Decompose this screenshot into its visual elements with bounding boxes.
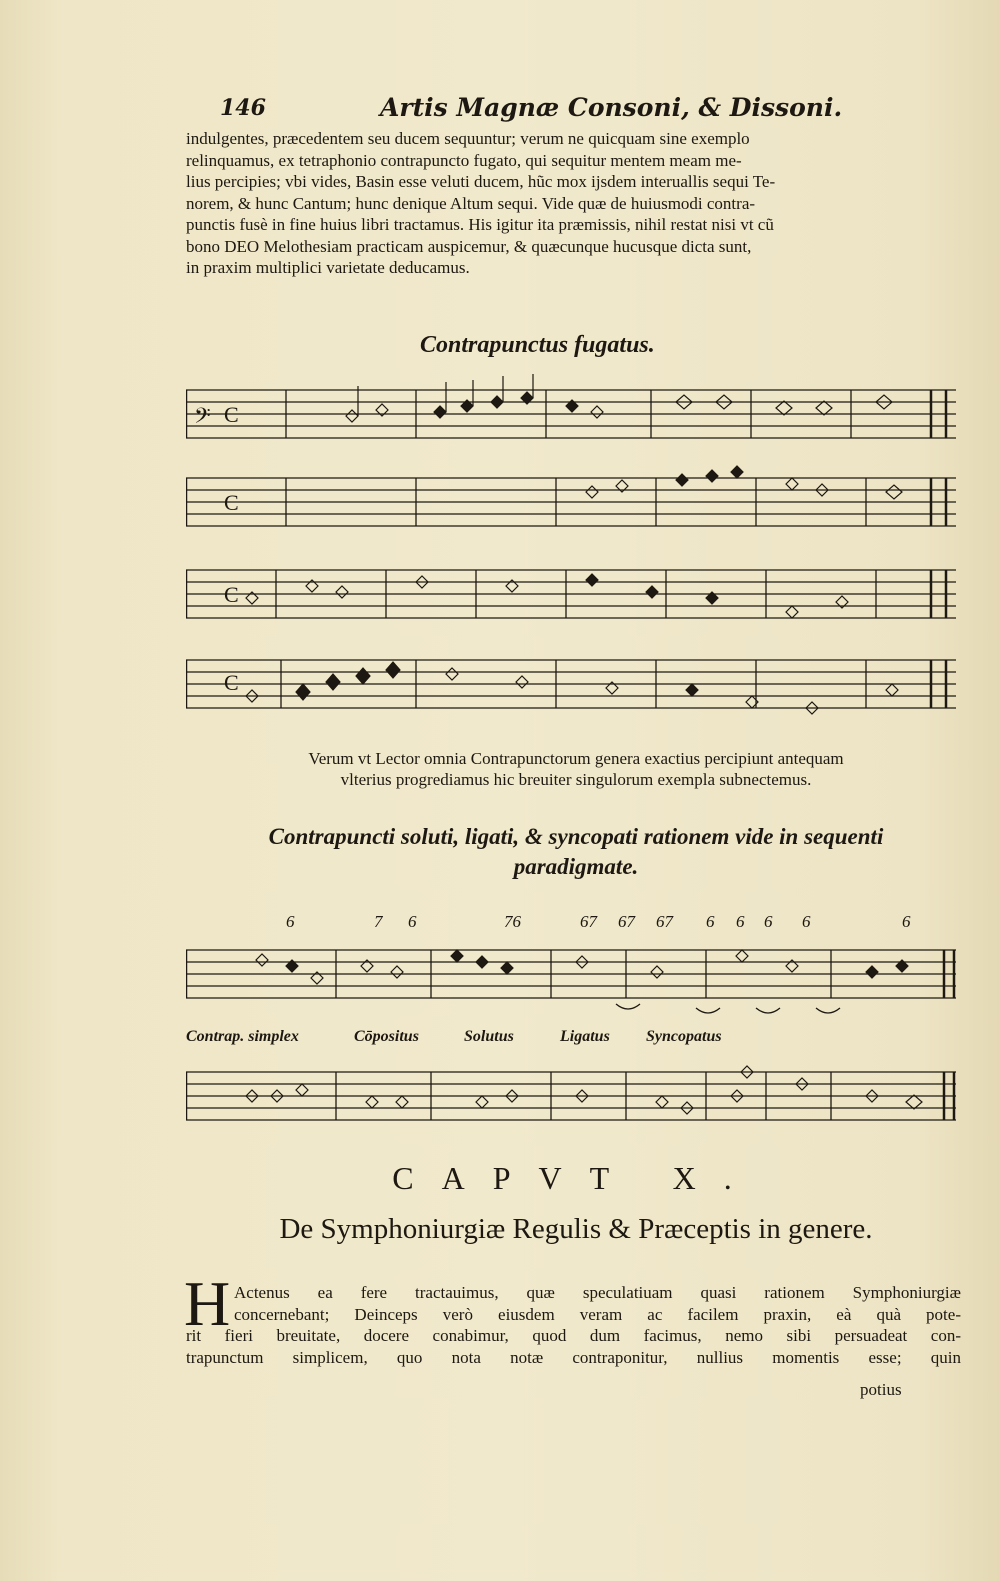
svg-text:𝄢: 𝄢 <box>194 404 211 433</box>
text-line: norem, & hunc Cantum; hunc denique Altum sequi. Vide quæ de huiusmodi contra- <box>186 193 756 213</box>
text-line: rit fieri breuitate, docere conabimur, quod dum facimus, nemo sibi persuadeat con- <box>186 1326 961 1345</box>
text-line: trapunctum simplicem, quo nota notæ contraponitur, nullius momentis esse; quin <box>186 1347 961 1367</box>
figure: 6 <box>802 912 811 931</box>
label-syncopatus: Syncopatus <box>646 1028 722 1045</box>
figure: 6 <box>408 912 417 931</box>
text-line: vlterius progrediamus hic breuiter singulorum exempla subnectemus. <box>340 770 812 789</box>
svg-text:C: C <box>224 582 239 607</box>
text-line: lius percipies; vbi vides, Basin esse veluti ducem, hũc mox ijsdem interuallis sequi Te- <box>186 172 776 191</box>
staff-cantus <box>186 660 956 708</box>
catchword: potius <box>860 1380 902 1399</box>
text-line: bono DEO Melothesiam practicam auspicemur, & quæcunque hucusque dicta sunt, <box>186 236 752 256</box>
title-line: paradigmate. <box>513 854 639 879</box>
figure: 6 <box>764 912 773 931</box>
example-labels <box>186 1028 961 1052</box>
figure: 6 <box>286 912 295 931</box>
text-line: in praxim multiplici varietate deducamus. <box>186 258 470 277</box>
figure: 67 <box>618 912 635 931</box>
text-line: relinquamus, ex tetraphonio contrapuncto fugato, qui sequitur mentem meam me- <box>186 150 742 170</box>
paragraph-intro <box>186 128 966 279</box>
title-line: Contrapuncti soluti, ligati, & syncopati rationem vide in sequenti <box>268 824 884 849</box>
paragraph-chapter-x <box>186 1282 961 1368</box>
svg-text:C: C <box>224 670 239 695</box>
text-line: Verum vt Lector omnia Contrapunctorum genera exactius percipiunt antequam <box>308 749 844 768</box>
text-line: indulgentes, præcedentem seu ducem sequuntur; verum ne quicquam sine exemplo <box>186 129 750 148</box>
example-staff-upper <box>186 936 961 1026</box>
staff-altus <box>186 570 956 618</box>
svg-text:C: C <box>224 402 239 427</box>
label-compositus: Cōpositus <box>354 1028 419 1045</box>
fugue-score <box>186 372 961 722</box>
example-staff-lower <box>186 1054 961 1139</box>
page-number: 146 <box>220 95 266 121</box>
figure: 6 <box>706 912 715 931</box>
staff-tenor <box>186 478 956 526</box>
section-title-fugatus: Contrapunctus fugatus. <box>420 332 655 358</box>
figure: 7 <box>374 912 383 931</box>
label-solutus: Solutus <box>464 1028 514 1045</box>
label-ligatus: Ligatus <box>560 1028 610 1045</box>
staff-bassus <box>186 390 956 438</box>
chapter-title: De Symphoniurgiæ Regulis & Præceptis in genere. <box>279 1213 873 1245</box>
running-title: Artis Magnæ Consoni, & Dissoni. <box>380 93 843 122</box>
figure: 67 <box>656 912 673 931</box>
drop-cap: H <box>184 1268 231 1339</box>
text-line: punctis fusè in fine huius libri tractamus. His igitur ita præmissis, nihil restat nisi vt cũ <box>186 215 774 234</box>
label-simplex: Contrap. simplex <box>186 1028 299 1045</box>
chapter-heading: CAPVT X. <box>392 1160 760 1196</box>
section-title-paradigma <box>186 822 966 882</box>
text-line: Actenus ea fere tractauimus, quæ speculatiuam quasi rationem Symphoniurgiæ <box>234 1283 961 1302</box>
figure: 6 <box>736 912 745 931</box>
figure: 76 <box>504 912 521 931</box>
figure: 67 <box>580 912 597 931</box>
paragraph-transition <box>186 748 966 790</box>
figured-bass-row <box>186 912 961 936</box>
figure: 6 <box>902 912 911 931</box>
text-line: concernebant; Deinceps verò eiusdem veram ac facilem praxin, eà quà pote- <box>234 1304 961 1324</box>
running-header <box>215 93 843 123</box>
svg-text:C: C <box>224 490 239 515</box>
